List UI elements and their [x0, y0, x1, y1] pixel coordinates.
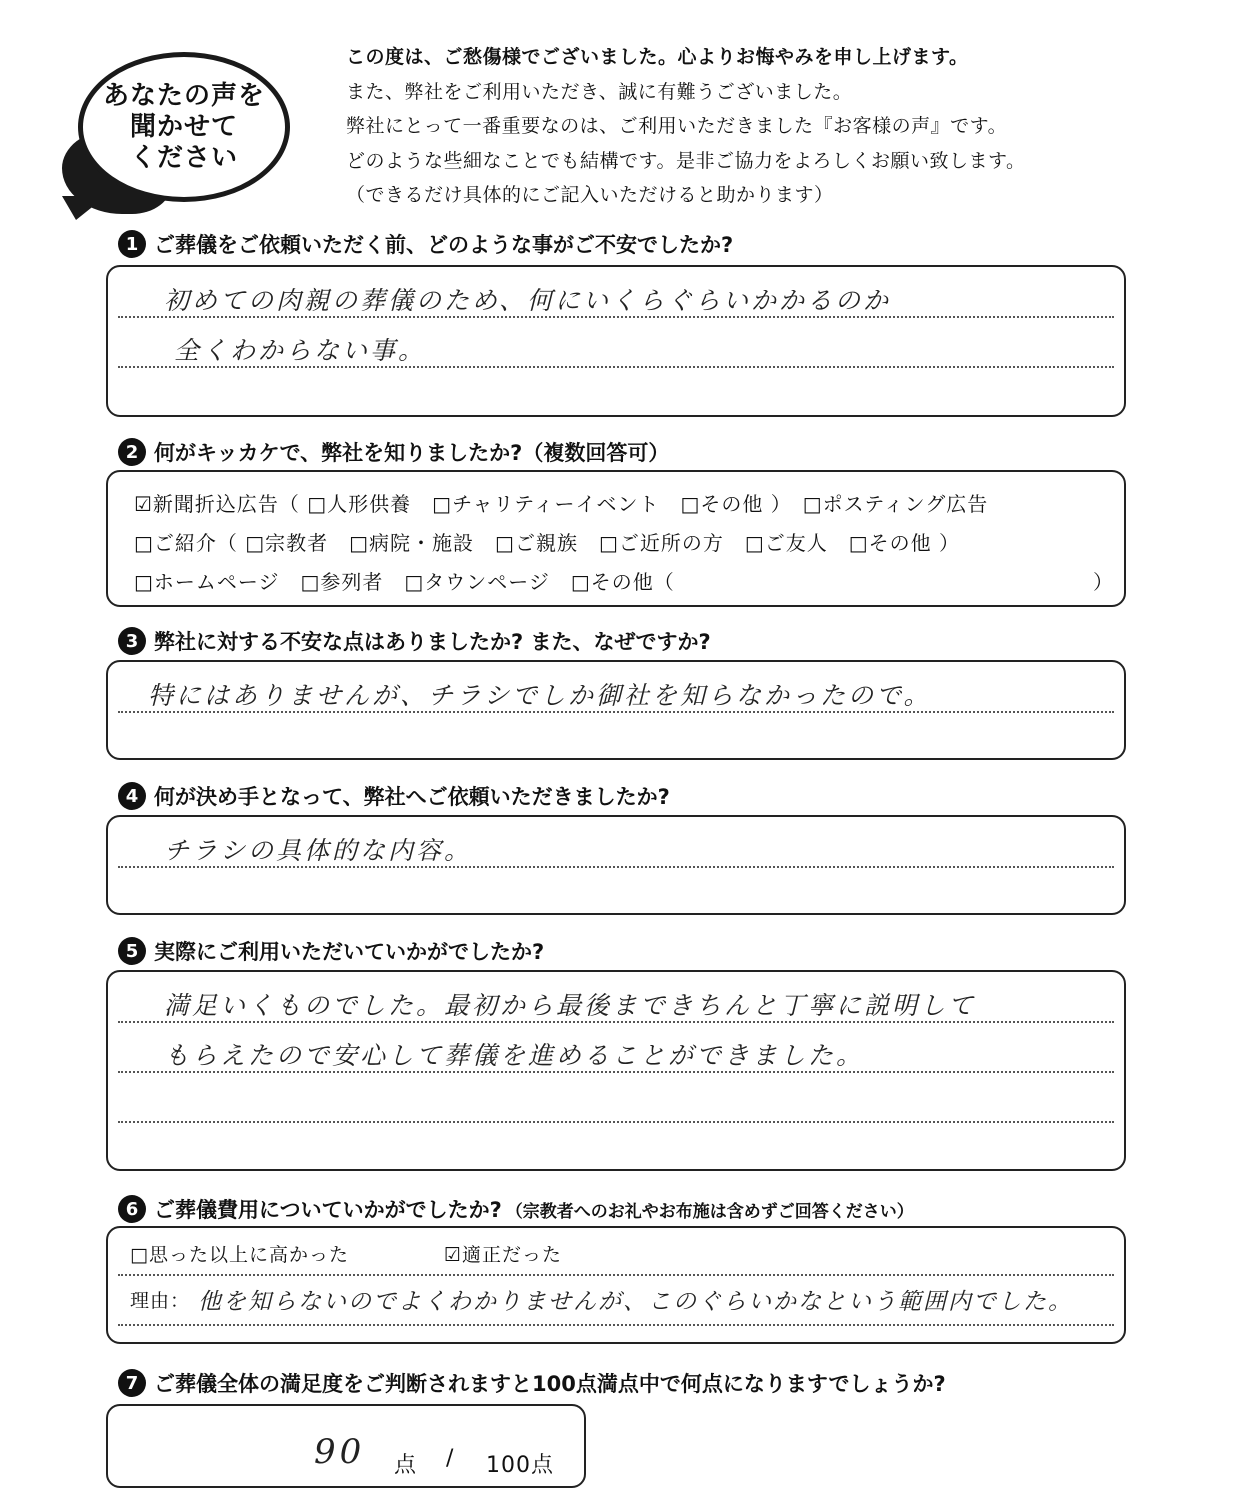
bubble-line: 聞かせて: [129, 111, 238, 142]
close-paren: ）: [1093, 570, 1114, 594]
checkbox-option: ☑適正だった: [444, 1244, 563, 1266]
handwritten-reason: 他を知らないのでよくわかりませんが、このぐらいかなという範囲内でした。: [198, 1289, 1073, 1315]
ruled-line: [118, 1121, 1114, 1123]
handwritten-answer: 満足いくものでした。最初から最後まできちんと丁寧に説明して: [164, 991, 977, 1020]
answer-box-4: [106, 815, 1126, 915]
ruled-line: [118, 1324, 1114, 1326]
question-1: [118, 229, 733, 259]
reason-label: 理由：: [130, 1290, 191, 1312]
question-number: 4: [118, 782, 146, 810]
answer-box-2: [106, 470, 1126, 607]
ruled-line: [118, 1274, 1114, 1276]
question-number: 3: [118, 627, 146, 655]
answer-box-3: [106, 660, 1126, 760]
question-number: 5: [118, 937, 146, 965]
checkbox-row: □ホームページ □参列者 □タウンページ □その他（: [134, 570, 675, 594]
checkbox-row: □ご紹介（ □宗教者 □病院・施設 □ご親族 □ご近所の方 □ご友人 □その他 ）: [134, 531, 960, 555]
answer-box-5: [106, 970, 1126, 1171]
question-text: 何が決め手となって、弊社へご依頼いただきましたか?: [154, 785, 670, 809]
question-5: [118, 936, 544, 966]
intro-line: （できるだけ具体的にご記入いただけると助かります）: [346, 184, 834, 206]
handwritten-answer: もらえたので安心して葬儀を進めることができました。: [164, 1041, 865, 1070]
handwritten-score: 90: [314, 1432, 366, 1472]
bubble-line: あなたの声を: [102, 80, 265, 111]
answer-box-6: [106, 1226, 1126, 1344]
intro-text: [346, 40, 1226, 213]
intro-line: 弊社にとって一番重要なのは、ご利用いただきました『お客様の声』です。: [346, 115, 1008, 137]
question-number: 1: [118, 230, 146, 258]
question-number: 7: [118, 1369, 146, 1397]
checkbox-row: ☑新聞折込広告（ □人形供養 □チャリティーイベント □その他 ） □ポスティング広告: [134, 492, 989, 516]
question-number: 2: [118, 438, 146, 466]
question-text: 何がキッカケで、弊社を知りましたか?（複数回答可）: [154, 441, 670, 465]
question-3: [118, 626, 711, 656]
answer-box-1: [106, 265, 1126, 417]
question-4: [118, 781, 670, 811]
handwritten-answer: チラシの具体的な内容。: [164, 836, 473, 865]
intro-line: どのような些細なことでも結構です。是非ご協力をよろしくお願い致します。: [346, 149, 1026, 172]
question-text: 実際にご利用いただいていかがでしたか?: [154, 940, 545, 964]
intro-line: この度は、ご愁傷様でございました。心よりお悔やみを申し上げます。: [346, 46, 969, 68]
question-2: [118, 437, 669, 467]
question-number: 6: [118, 1195, 146, 1223]
bubble-line: ください: [129, 142, 238, 173]
intro-line: また、弊社をご利用いただき、誠に有難うございました。: [346, 80, 853, 103]
checkbox-option: □思った以上に高かった: [130, 1244, 349, 1266]
score-unit: 点: [394, 1453, 418, 1478]
score-slash: /: [446, 1446, 455, 1471]
handwritten-answer: 特にはありませんが、チラシでしか御社を知らなかったので。: [148, 681, 932, 710]
speech-bubble: [78, 52, 290, 202]
handwritten-answer: 全くわからない事。: [174, 336, 427, 365]
question-note: （宗教者へのお礼やお布施は含めずご回答ください）: [505, 1201, 914, 1222]
handwritten-answer: 初めての肉親の葬儀のため、何にいくらぐらいかかるのか: [164, 286, 892, 315]
question-7: [118, 1368, 946, 1398]
score-max: 100点: [486, 1453, 554, 1478]
question-text: 弊社に対する不安な点はありましたか? また、なぜですか?: [154, 630, 711, 654]
question-text: ご葬儀をご依頼いただく前、どのような事がご不安でしたか?: [154, 233, 734, 257]
question-text: ご葬儀全体の満足度をご判断されますと100点満点中で何点になりますでしょうか?: [154, 1372, 946, 1396]
question-text: ご葬儀費用についていかがでしたか?: [154, 1198, 502, 1222]
score-box: [106, 1404, 586, 1488]
question-6: [118, 1194, 914, 1224]
